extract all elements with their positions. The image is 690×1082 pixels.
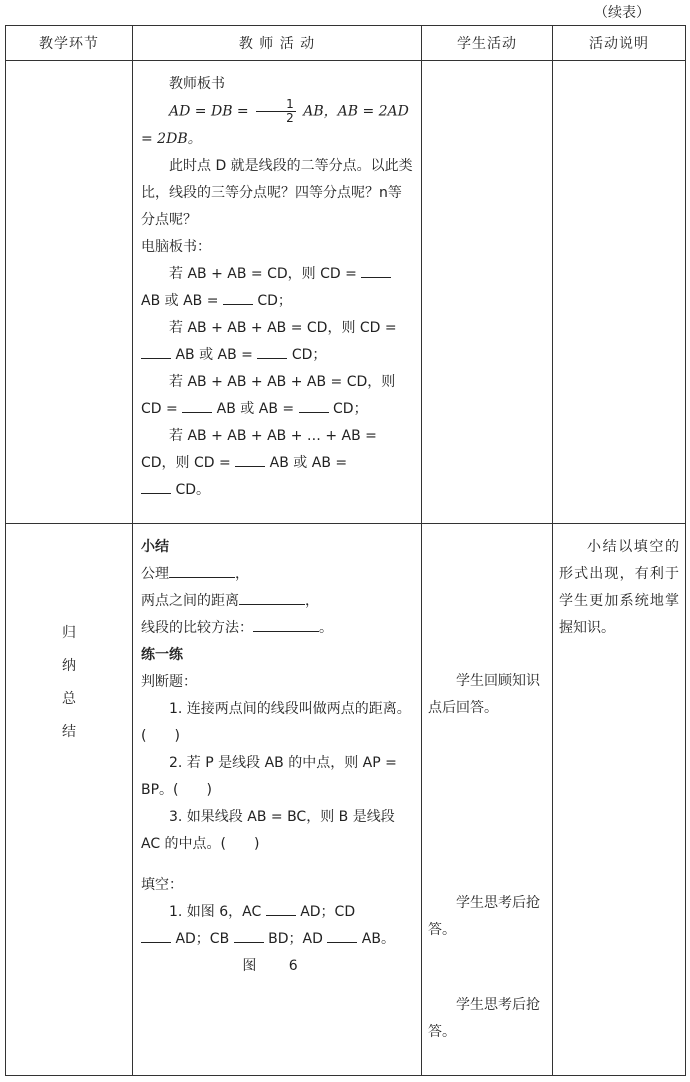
lesson-table [5, 25, 686, 1076]
continued-label: （续表） [594, 5, 650, 21]
summary-title: 小结 [141, 539, 169, 555]
fraction: $\frac{1}{2}$ [256, 98, 296, 125]
judge-2: 2. 若 P 是线段 AB 的中点，则 AP = BP。( ) [141, 755, 397, 798]
header-note: 活动说明 [553, 26, 686, 61]
header-teacher: 教 师 活 动 [133, 26, 422, 61]
stage-cell-summary [6, 524, 133, 1076]
stage-char: 纳 [62, 658, 76, 674]
fill-label: 填空： [141, 877, 183, 893]
sentence-2: 若 AB + AB + AB = CD，则 CD = AB 或 AB = CD； [141, 315, 413, 369]
analogy-text: 此时点 D 就是线段的二等分点。以此类比，线段的三等分点呢？四等分点呢？n等分点呢？ [141, 157, 413, 228]
judge-1: 1. 连接两点间的线段叫做两点的距离。( ) [141, 701, 411, 744]
header-stage: 教学环节 [6, 26, 133, 61]
distance-line: 两点之间的距离 ， [141, 588, 413, 615]
stage-char: 归 [62, 625, 76, 641]
axiom-line: 公理 ， [141, 561, 413, 588]
stage-char: 结 [62, 724, 76, 740]
sentence-1: 若 AB + AB = CD，则 CD = AB 或 AB = CD； [141, 261, 413, 315]
judge-3: 3. 如果线段 AB = BC，则 B 是线段 AC 的中点。( ) [141, 809, 395, 852]
header-row [6, 26, 686, 61]
fill-1: 1. 如图 6，AC AD；CD AD；CB BD；AD AB。 [141, 899, 413, 953]
figure-caption: 图 6 [242, 958, 312, 974]
judge-label: 判断题： [141, 674, 197, 690]
header-student: 学生活动 [422, 26, 553, 61]
student-cell-summary [422, 524, 553, 1076]
stage-char: 总 [62, 691, 76, 707]
note-cell-empty [553, 61, 686, 524]
student-activity-3: 学生思考后抢答。 [428, 997, 540, 1040]
practice-title: 练一练 [141, 647, 183, 663]
stage-cell-empty [6, 61, 133, 524]
student-cell-empty [422, 61, 553, 524]
student-activity-2: 学生思考后抢答。 [428, 895, 540, 938]
board-title: 教师板书 [169, 76, 225, 92]
row-board [6, 61, 686, 524]
teacher-cell-summary [133, 524, 422, 1076]
sentence-4: 若 AB + AB + AB + … + AB = CD，则 CD = AB 或 AB = CD。 [141, 427, 377, 498]
compare-line: 线段的比较方法： 。 [141, 615, 413, 642]
sentence-3: 若 AB + AB + AB + AB = CD，则 CD = AB 或 AB = CD； [141, 373, 396, 417]
student-activity-1: 学生回顾知识点后回答。 [428, 673, 540, 716]
teacher-cell-board [133, 61, 422, 524]
equation-line: AD = DB = $\frac{1}{2}$ AB，AB = 2AD [169, 97, 409, 125]
row-summary [6, 524, 686, 1076]
equation-cont: = 2DB。 [141, 130, 202, 147]
activity-note: 小结以填空的形式出现，有利于学生更加系统地掌握知识。 [559, 539, 679, 636]
note-cell-summary [553, 524, 686, 1076]
computer-board-label: 电脑板书： [141, 238, 211, 255]
